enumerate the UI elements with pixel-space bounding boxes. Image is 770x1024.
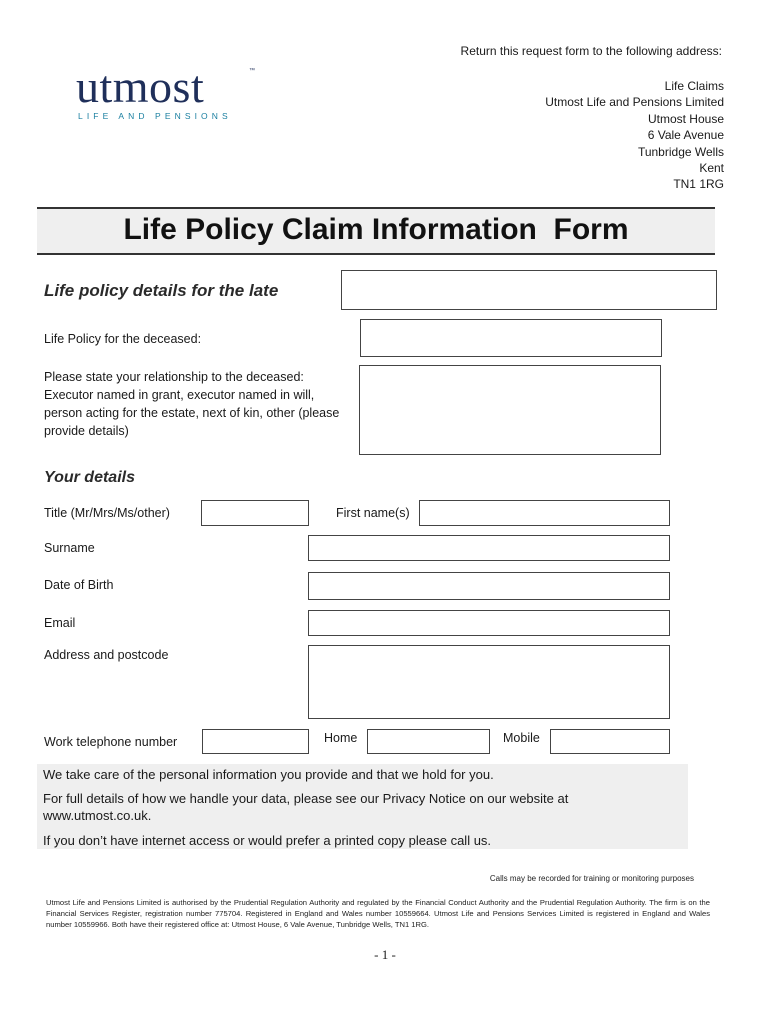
- dob-field[interactable]: [308, 572, 670, 600]
- calls-recorded-note: Calls may be recorded for training or monitoring purposes: [489, 874, 694, 883]
- home-phone-field[interactable]: [367, 729, 490, 754]
- return-address: [440, 78, 724, 193]
- address-line: 6 Vale Avenue: [647, 128, 724, 143]
- dob-label: Date of Birth: [44, 578, 114, 592]
- policy-section-heading: Life policy details for the late: [44, 281, 279, 300]
- policy-number-label: Life Policy for the deceased:: [44, 332, 202, 346]
- work-phone-field[interactable]: [202, 729, 309, 754]
- address-field[interactable]: [308, 645, 670, 719]
- page-number: - 1 -: [374, 947, 396, 962]
- address-label: Address and postcode: [44, 648, 169, 662]
- address-line: Kent: [699, 161, 724, 176]
- privacy-line-2: For full details of how we handle your data, please see our Privacy Notice on our website at www.utmost.co.uk.: [43, 791, 569, 823]
- address-line: Tunbridge Wells: [637, 144, 724, 159]
- address-line: Utmost Life and Pensions Limited: [545, 95, 724, 110]
- work-phone-label: Work telephone number: [44, 735, 178, 749]
- relationship-field[interactable]: [359, 365, 661, 455]
- privacy-notice: [37, 764, 688, 849]
- logo-trademark: ™: [249, 68, 255, 74]
- privacy-line-3: If you don’t have internet access or would prefer a printed copy please call us.: [43, 833, 492, 848]
- first-name-field[interactable]: [419, 500, 670, 526]
- utmost-logo: utmost: [76, 61, 205, 112]
- surname-label: Surname: [44, 541, 95, 555]
- relationship-label: [44, 368, 344, 440]
- regulatory-footer: Utmost Life and Pensions Limited is authorised by the Prudential Regulation Authority and regulated by the Financial Conduct Authority and the Prudential Regulation Authority. The firm is on the Financial Services Register, registration number 775704. Registered in England and Wales number 10559664. Utmost Life and Pensions Services Limited is registered in England and Wales number 10559966. Both have their registered office at: Utmost House, 6 Vale Avenue, Tunbridge Wells, TN1 1RG.: [46, 898, 710, 930]
- mobile-field[interactable]: [550, 729, 670, 754]
- email-label: Email: [44, 616, 76, 630]
- policy-number-field[interactable]: [360, 319, 662, 357]
- deceased-name-field[interactable]: [341, 270, 717, 310]
- privacy-line-1: We take care of the personal information you provide and that we hold for you.: [43, 767, 494, 782]
- form-title: Life Policy Claim Information Form: [123, 213, 629, 246]
- title-field[interactable]: [201, 500, 309, 526]
- address-line: Life Claims: [664, 79, 724, 93]
- home-phone-label: Home: [324, 731, 358, 745]
- email-field[interactable]: [308, 610, 670, 636]
- title-label: Title (Mr/Mrs/Ms/other): [44, 506, 170, 520]
- address-line: Utmost House: [647, 111, 724, 126]
- address-line: TN1 1RG: [673, 177, 724, 192]
- surname-field[interactable]: [308, 535, 670, 561]
- first-name-label: First name(s): [336, 506, 410, 520]
- mobile-label: Mobile: [503, 731, 540, 745]
- return-address-heading: Return this request form to the following address:: [460, 44, 722, 58]
- your-details-heading: Your details: [44, 469, 135, 486]
- form-title-bar: [37, 207, 715, 255]
- relationship-label-text: Please state your relationship to the deceased: Executor named in grant, executor named in will, person acting for the estate, next of kin, other (please provide details): [44, 370, 340, 438]
- logo-tagline: LIFE AND PENSIONS: [78, 111, 232, 121]
